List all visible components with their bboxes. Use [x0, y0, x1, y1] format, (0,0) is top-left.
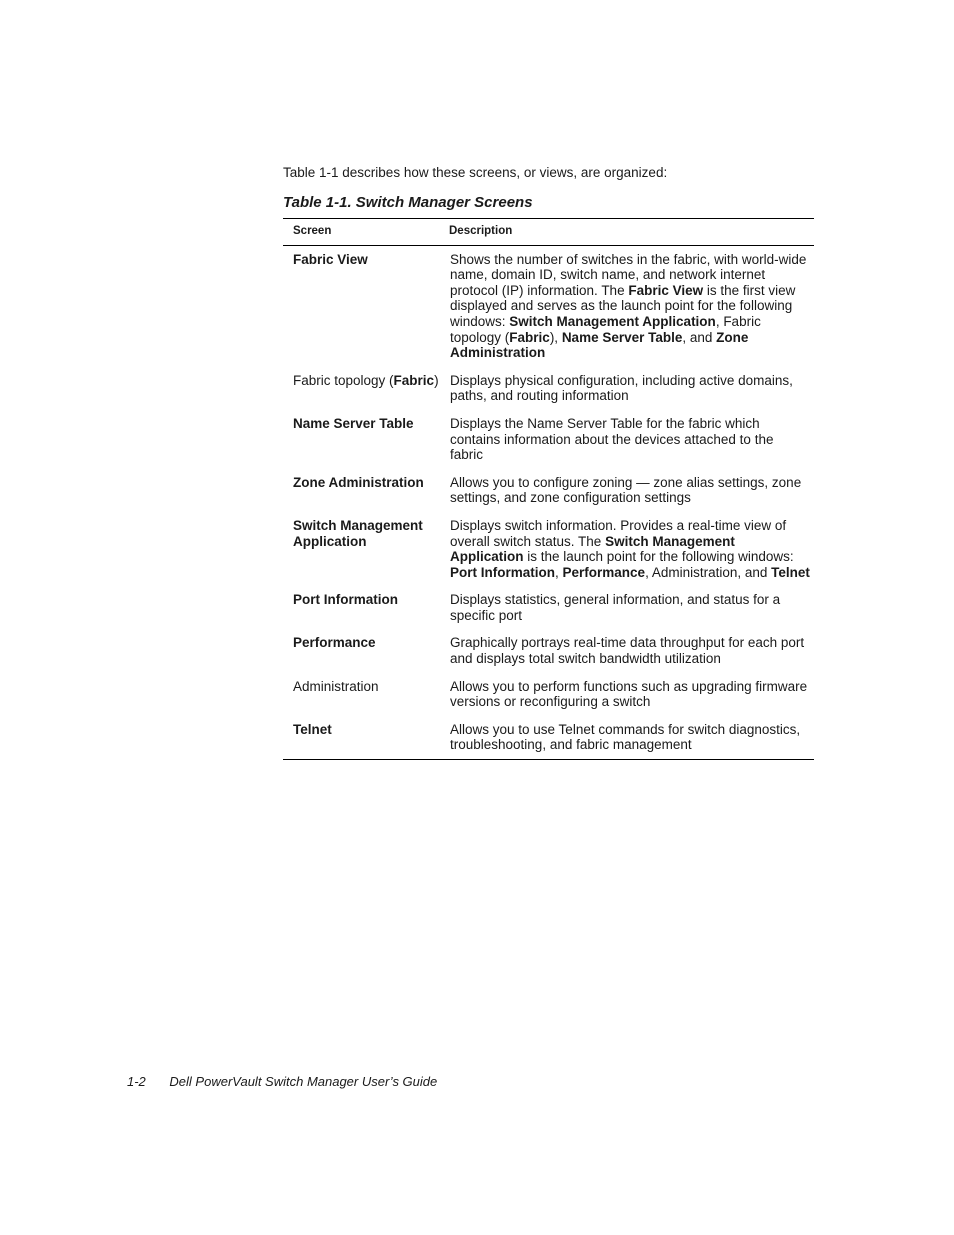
cell-description — [449, 367, 814, 410]
table-body — [283, 245, 814, 759]
cell-description-text: Allows you to use Telnet commands for switch diagnostics, troubleshooting, and fabric management — [450, 721, 801, 753]
cell-description — [449, 512, 814, 586]
cell-description-text: Graphically portrays real-time data throughput for each port and displays total switch bandwidth utilization — [450, 635, 805, 667]
table-row — [283, 469, 814, 512]
table-row — [283, 245, 814, 367]
intro-paragraph: Table 1-1 describes how these screens, or views, are organized: — [283, 165, 668, 180]
cell-description-text: Shows the number of switches in the fabric, with world-wide name, domain ID, switch name, and network internet protocol (IP) information. The — [450, 251, 807, 298]
cell-screen-text: Fabric topology ( — [293, 372, 394, 388]
cell-description-text: Name Server Table — [561, 329, 683, 345]
header-screen: Screen — [283, 219, 449, 246]
cell-screen-text: Name Server Table — [293, 415, 414, 431]
cell-description-text: Displays statistics, general information, and status for a specific port — [450, 592, 781, 623]
table-row — [283, 367, 814, 410]
cell-description-text: Allows you to perform functions such as upgrading firmware versions or reconfiguring a switch — [450, 678, 808, 710]
cell-screen — [283, 469, 449, 512]
table-row — [283, 629, 814, 672]
cell-description — [449, 673, 814, 716]
cell-description-text: , and — [682, 329, 717, 345]
cell-screen — [283, 367, 449, 410]
cell-screen — [283, 410, 449, 469]
cell-description — [449, 410, 814, 469]
cell-description — [449, 629, 814, 672]
cell-description — [449, 245, 814, 367]
document-title: Dell PowerVault Switch Manager User’s Guide — [169, 1074, 438, 1089]
cell-screen-text: Administration — [293, 678, 379, 694]
cell-screen — [283, 673, 449, 716]
cell-screen-text: Port Information — [293, 592, 398, 608]
cell-description-text: , Administration, and — [645, 564, 772, 580]
table-row — [283, 410, 814, 469]
cell-description-text: Switch Management Application — [509, 313, 716, 329]
cell-description-text: Performance — [562, 564, 646, 580]
header-description: Description — [449, 219, 814, 246]
cell-screen-text: Switch Management Application — [293, 517, 423, 549]
cell-screen-text: Fabric View — [293, 251, 368, 267]
cell-screen-text: Performance — [293, 635, 376, 651]
cell-description-text: is the first view displayed and serves as the launch point for the following windows: — [450, 282, 796, 329]
cell-screen-text: Fabric — [393, 372, 435, 388]
cell-screen — [283, 245, 449, 367]
cell-description-text: Telnet — [771, 564, 810, 580]
cell-screen — [283, 512, 449, 586]
cell-description-text: ), — [549, 329, 562, 345]
page-number: 1-2 — [127, 1074, 146, 1089]
cell-description-text: , Fabric topology ( — [450, 313, 761, 345]
cell-description-text: Displays physical configuration, including active domains, paths, and routing information — [450, 372, 793, 404]
cell-description-text: Displays switch information. Provides a real-time view of overall switch status. The — [450, 517, 787, 549]
table-row — [283, 673, 814, 716]
cell-description-text: , — [555, 564, 563, 580]
cell-description-text: Displays the Name Server Table for the fabric which contains information about the devices attached to the fabric — [450, 415, 774, 463]
cell-description-text: Switch Management Application — [450, 533, 735, 565]
page-footer — [127, 1074, 437, 1090]
cell-description — [449, 469, 814, 512]
cell-screen-text: Zone Administration — [293, 474, 424, 490]
cell-description-text: Zone Administration — [450, 329, 749, 361]
cell-description — [449, 716, 814, 760]
table-row — [283, 716, 814, 760]
table-row — [283, 586, 814, 629]
cell-description-text: Allows you to configure zoning — zone alias settings, zone settings, and zone configuration settings — [450, 474, 802, 506]
cell-description-text: is the launch point for the following windows: — [523, 549, 794, 565]
cell-screen — [283, 629, 449, 672]
cell-screen — [283, 586, 449, 629]
table-caption: Table 1-1. Switch Manager Screens — [283, 194, 533, 211]
cell-description-text: Port Information — [450, 564, 555, 580]
cell-description-text: Fabric — [509, 329, 550, 345]
table-row — [283, 512, 814, 586]
cell-screen-text: ) — [434, 372, 439, 388]
cell-description — [449, 586, 814, 629]
cell-screen-text: Telnet — [293, 721, 332, 737]
table-header-row — [283, 219, 814, 246]
switch-manager-screens-table — [283, 218, 814, 760]
cell-screen — [283, 716, 449, 760]
cell-description-text: Fabric View — [628, 282, 704, 298]
